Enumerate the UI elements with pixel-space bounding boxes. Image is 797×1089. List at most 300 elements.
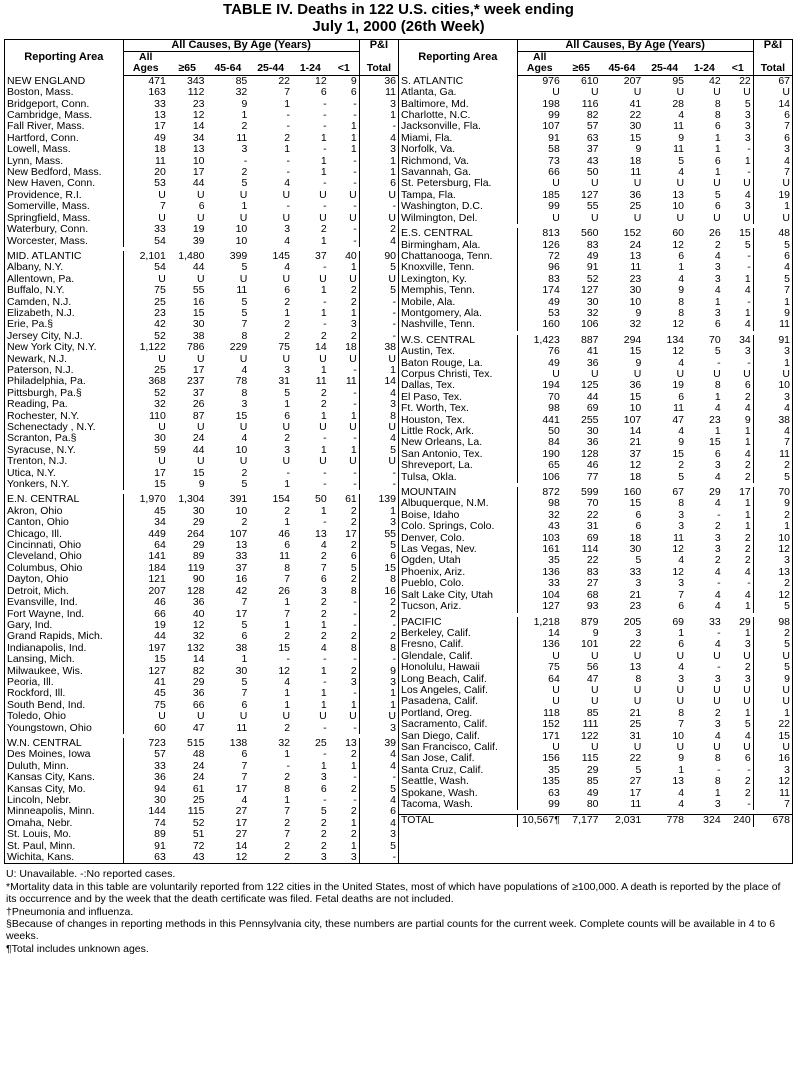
table-row (5, 795, 398, 806)
cell-age-under-1: 1 (744, 521, 751, 533)
row-area-label: Berkeley, Calif. (401, 627, 471, 639)
cell-age-under-1: U (349, 212, 357, 224)
cell-all-ages: 126 (517, 240, 562, 251)
cell-age-45-64: 11 (236, 132, 248, 144)
cell-age-45-64: 33 (235, 551, 248, 563)
cell-age-65-plus: 69 (586, 403, 599, 415)
cell-age-under-1: 4 (744, 589, 751, 601)
row-area-label: San Diego, Calif. (401, 730, 480, 742)
footnote-reporting-change: §Because of changes in reporting methods in this Pennsylvania city, these numbers are partial counts for the current week. Complete counts will be available in 4 to 6 weeks. (6, 918, 776, 943)
cell-all-ages: 976 (517, 75, 562, 87)
cell-age-25-44: 46 (278, 528, 291, 540)
cell-age-under-1: - (353, 364, 357, 376)
cell-age-1-24: 3 (320, 585, 327, 597)
cell-pi-total: 3 (359, 723, 398, 734)
table-row (5, 818, 398, 829)
table-row (399, 674, 792, 685)
cell-pi-total: 139 (359, 494, 398, 505)
cell-pi-total: 4 (753, 403, 792, 414)
cell-age-under-1: 9 (350, 75, 357, 87)
cell-pi-total: 3 (753, 346, 792, 357)
cell-all-ages: 20 (123, 167, 168, 178)
cell-age-65-plus: 85 (586, 776, 599, 788)
cell-age-65-plus: 610 (581, 75, 599, 87)
cell-age-45-64: 27 (235, 806, 248, 818)
cell-age-45-64: 37 (629, 448, 642, 460)
table-row (399, 601, 792, 612)
cell-age-1-24: 14 (314, 342, 327, 354)
table-row (399, 335, 792, 346)
cell-age-65-plus: U (196, 189, 205, 201)
cell-age-1-24: - (717, 357, 721, 369)
cell-pi-total: 3 (359, 144, 398, 155)
cell-age-1-24: 1 (320, 167, 327, 179)
cell-age-under-1: 2 (744, 460, 751, 472)
cell-age-25-44: 6 (678, 250, 685, 262)
cell-pi-total: 4 (753, 262, 792, 273)
footnote-total-unknown: ¶Total includes unknown ages. (6, 942, 149, 955)
cell-age-25-44: 4 (678, 426, 685, 437)
cell-age-under-1: 1 (744, 437, 751, 449)
cell-all-ages: 42 (123, 319, 168, 330)
cell-all-ages: 813 (517, 228, 562, 239)
table-row (5, 574, 398, 585)
row-area-label: Salt Lake City, Utah (401, 589, 494, 601)
cell-all-ages: 34 (123, 517, 168, 528)
cell-age-45-64: U (633, 741, 642, 753)
cell-age-65-plus: 22 (586, 555, 599, 567)
row-area-label: Peoria, Ill. (7, 676, 54, 688)
cell-age-65-plus: 30 (586, 426, 599, 437)
cell-pi-total: 1 (359, 156, 398, 167)
table-row (5, 99, 398, 110)
row-area-label: Boston, Mass. (7, 87, 74, 99)
cell-age-25-44: - (286, 121, 291, 133)
cell-age-25-44: 2 (284, 330, 291, 342)
cell-age-45-64: 3 (241, 144, 248, 156)
cell-age-1-24: - (717, 578, 721, 590)
row-area-label: Ogden, Utah (401, 555, 461, 567)
cell-pi-total: 14 (359, 376, 398, 387)
table-row (399, 742, 792, 753)
cell-age-under-1: 15 (739, 228, 751, 240)
cell-age-65-plus: 87 (192, 410, 205, 422)
cell-age-45-64: 31 (629, 730, 642, 742)
table-row (399, 696, 792, 707)
row-area-label: Lansing, Mich. (7, 654, 75, 666)
row-area-label: Gary, Ind. (7, 619, 53, 631)
cell-age-1-24: 2 (320, 631, 327, 643)
cell-age-1-24: U (713, 178, 721, 190)
cell-all-ages: U (517, 696, 562, 707)
table-row (399, 251, 792, 262)
title-line-2: July 1, 2000 (26th Week) (312, 17, 485, 35)
age-1-24-header: 1-24 (686, 52, 723, 76)
cell-age-45-64: 4 (241, 364, 248, 376)
cell-age-65-plus: 82 (192, 665, 205, 677)
cell-pi-total: 1 (753, 708, 792, 719)
cell-pi-total: 12 (753, 776, 792, 787)
cell-age-25-44: 95 (672, 75, 685, 87)
cell-age-45-64: 38 (235, 642, 248, 654)
cell-age-65-plus: 55 (586, 201, 599, 213)
cell-age-under-1: 3 (744, 201, 751, 213)
cell-age-45-64: 3 (635, 627, 642, 639)
cell-age-45-64: 107 (229, 528, 248, 540)
deaths-table-right (399, 40, 792, 827)
cell-age-under-1: 61 (345, 494, 357, 506)
cell-age-65-plus: 264 (187, 528, 205, 540)
cell-age-under-1: U (743, 684, 751, 696)
cell-age-25-44: U (676, 212, 685, 224)
cell-age-25-44: 67 (672, 487, 685, 499)
cell-age-25-44: 3 (284, 364, 291, 376)
cell-age-under-1: 6 (350, 87, 357, 99)
cell-all-ages: 33 (123, 99, 168, 110)
row-area-label: Kansas City, Mo. (7, 783, 86, 795)
cell-age-65-plus: 52 (586, 273, 599, 285)
cell-age-under-1: - (353, 178, 357, 190)
table-row (5, 597, 398, 608)
cell-age-under-1: - (747, 296, 751, 308)
cell-all-ages: 73 (517, 156, 562, 167)
row-area-label: Albany, N.Y. (7, 262, 64, 274)
cell-age-25-44: 1 (284, 399, 291, 411)
cell-age-under-1: 1 (744, 273, 751, 285)
table-row (5, 167, 398, 178)
cell-age-1-24: - (717, 509, 721, 521)
cell-age-1-24: 33 (708, 616, 721, 628)
cell-age-45-64: 22 (629, 110, 642, 122)
cell-age-65-plus: 122 (581, 730, 599, 742)
cell-pi-total: 5 (753, 472, 792, 483)
table-row (399, 776, 792, 787)
row-area-label: Somerville, Mass. (7, 201, 90, 213)
cell-all-ages: 59 (123, 445, 168, 456)
cell-age-45-64: 21 (629, 589, 642, 601)
row-area-label: Philadelphia, Pa. (7, 376, 86, 388)
cell-age-under-1: U (743, 87, 751, 99)
cell-age-45-64: 42 (235, 585, 248, 597)
row-area-label: Baltimore, Md. (401, 98, 469, 110)
row-area-label: Colo. Springs, Colo. (401, 521, 495, 533)
cell-pi-total: 5 (753, 639, 792, 650)
cell-age-45-64: 9 (635, 307, 642, 319)
table-row (5, 723, 398, 734)
cell-all-ages: 45 (123, 688, 168, 699)
cell-age-65-plus: 30 (192, 505, 205, 517)
cell-age-45-64: 15 (629, 391, 642, 403)
cell-all-ages: 74 (123, 818, 168, 829)
cell-age-1-24: 1 (320, 307, 327, 319)
cell-age-65-plus: 37 (586, 144, 599, 156)
cell-all-ages: 66 (517, 167, 562, 178)
cell-pi-total: 11 (753, 319, 792, 330)
cell-pi-total: 7 (753, 167, 792, 178)
cell-age-65-plus: 52 (192, 817, 205, 829)
age-1-24-header: 1-24 (292, 52, 329, 76)
cell-age-45-64: 10 (235, 505, 248, 517)
cell-age-25-44: 4 (678, 167, 685, 179)
cell-age-65-plus: 34 (192, 132, 205, 144)
cell-age-45-64: 10 (629, 403, 642, 415)
row-area-label: Miami, Fla. (401, 132, 453, 144)
table-row (5, 319, 398, 330)
row-area-label: Fall River, Mass. (7, 121, 85, 133)
cell-pi-total: 15 (359, 563, 398, 574)
cell-all-ages: 185 (517, 190, 562, 201)
row-area-label: Ft. Worth, Tex. (401, 403, 469, 415)
cell-age-25-44: 2 (284, 296, 291, 308)
cell-age-45-64: 6 (241, 699, 248, 711)
table-row (399, 369, 792, 380)
cell-age-65-plus: U (196, 422, 205, 433)
table-row (5, 517, 398, 528)
cell-age-1-24: - (323, 98, 327, 110)
cell-pi-total: 7 (753, 285, 792, 296)
row-area-label: San Francisco, Calif. (401, 741, 498, 753)
cell-all-ages: 99 (517, 201, 562, 212)
row-area-label: Cambridge, Mass. (7, 110, 93, 122)
cell-all-ages: 70 (517, 392, 562, 403)
cell-age-45-64: 6 (635, 509, 642, 521)
cell-age-under-1: 5 (350, 562, 357, 574)
cell-all-ages: 19 (123, 620, 168, 631)
cell-age-25-44: 22 (278, 75, 291, 87)
footnotes (6, 868, 791, 955)
cell-age-25-44: U (676, 178, 685, 190)
cell-age-under-1: 1 (350, 817, 357, 829)
cell-age-65-plus: 115 (581, 753, 599, 765)
cell-all-ages: 14 (517, 628, 562, 639)
cell-age-45-64: 15 (629, 498, 642, 510)
cell-age-65-plus: 114 (581, 544, 599, 556)
table-row (5, 468, 398, 479)
cell-age-25-44: 7 (678, 589, 685, 601)
cell-all-ages: 449 (123, 529, 168, 540)
cell-age-under-1: - (353, 479, 357, 491)
cell-age-25-44: 145 (272, 250, 291, 262)
cell-age-under-1: 1 (744, 707, 751, 719)
cell-age-25-44: U (676, 87, 685, 99)
cell-age-45-64: 5 (241, 262, 248, 274)
table-row (399, 719, 792, 730)
cell-pi-total: 5 (359, 445, 398, 456)
cell-age-65-plus: 24 (192, 772, 205, 784)
cell-pi-total: 3 (359, 399, 398, 410)
cell-age-1-24: 8 (714, 110, 721, 122)
cell-age-45-64: U (633, 696, 642, 708)
row-area-label: Seattle, Wash. (401, 776, 469, 788)
cell-age-45-64: 7 (241, 597, 248, 609)
table-row (399, 567, 792, 578)
cell-all-ages: 75 (517, 662, 562, 673)
row-area-label: Syracuse, N.Y. (7, 444, 76, 456)
cell-age-1-24: 2 (320, 399, 327, 411)
cell-age-45-64: 23 (629, 273, 642, 285)
cell-pi-total: U (753, 742, 792, 753)
cell-age-45-64: 152 (623, 228, 642, 240)
table-row (5, 224, 398, 235)
cell-age-under-1: U (349, 353, 357, 365)
cell-age-under-1: 3 (744, 132, 751, 144)
cell-age-45-64: 15 (235, 410, 248, 422)
row-area-label: Sacramento, Calif. (401, 719, 488, 731)
cell-age-45-64: 30 (629, 121, 642, 133)
cell-age-25-44: 7 (284, 87, 291, 99)
cell-age-65-plus: 37 (192, 387, 205, 399)
cell-age-1-24: 3 (714, 460, 721, 472)
cell-pi-total: 3 (359, 517, 398, 528)
cell-age-45-64: 1 (241, 110, 248, 122)
cell-age-25-44: 6 (678, 391, 685, 403)
pi-total-header-1: P&I (753, 40, 792, 52)
cell-age-1-24: - (323, 319, 327, 331)
cell-age-25-44: 12 (672, 346, 685, 358)
cell-age-25-44: 15 (672, 448, 685, 460)
cell-pi-total: 1 (753, 201, 792, 212)
cell-age-under-1: 1 (350, 444, 357, 456)
cell-age-25-44: 2 (284, 840, 291, 852)
cell-pi-total: 14 (753, 99, 792, 110)
cell-age-25-44: 1 (284, 699, 291, 711)
cell-age-45-64: 10 (235, 224, 248, 236)
cell-age-45-64: 11 (630, 799, 642, 810)
cell-age-under-1: - (353, 387, 357, 399)
cell-age-1-24: - (323, 722, 327, 734)
reporting-area-header: Reporting Area (418, 50, 498, 63)
cell-all-ages: 1,970 (123, 494, 168, 505)
cell-age-under-1: 17 (345, 528, 357, 540)
cell-age-1-24: U (713, 368, 721, 380)
cell-age-under-1: 4 (744, 319, 751, 331)
cell-age-1-24: 12 (314, 75, 327, 87)
cell-pi-total: 2 (359, 224, 398, 235)
row-area-label: Atlanta, Ga. (401, 87, 457, 99)
age-45-64-header: 45-64 (601, 52, 644, 76)
cell-age-25-44: 1 (284, 795, 291, 806)
cell-all-ages: 65 (517, 460, 562, 471)
cell-age-1-24: 3 (714, 544, 721, 556)
cell-all-ages: 23 (123, 308, 168, 319)
table-row (399, 498, 792, 509)
cell-all-ages: 54 (123, 236, 168, 247)
row-area-label: Scranton, Pa.§ (7, 433, 77, 445)
cell-age-65-plus: 93 (586, 601, 599, 613)
cell-all-ages: 141 (123, 551, 168, 562)
table-row (5, 411, 398, 422)
cell-age-65-plus: U (196, 212, 205, 224)
row-area-label: New Orleans, La. (401, 437, 483, 449)
cell-pi-total: 11 (753, 788, 792, 799)
cell-age-under-1: 1 (744, 426, 751, 437)
cell-age-under-1: 1 (744, 155, 751, 167)
cell-age-25-44: 4 (678, 357, 685, 369)
cell-age-under-1: U (349, 273, 357, 285)
cell-age-under-1: 1 (350, 262, 357, 274)
cell-all-ages: 33 (123, 761, 168, 772)
cell-pi-total: 1 (359, 700, 398, 711)
row-area-label: Grand Rapids, Mich. (7, 631, 103, 643)
pi-total-header-2: Total (753, 52, 792, 76)
cell-age-25-44: 4 (678, 787, 685, 799)
cell-age-under-1: U (349, 711, 357, 723)
row-area-label: Providence, R.I. (7, 189, 82, 201)
cell-all-ages: 32 (123, 399, 168, 410)
table-row (399, 472, 792, 483)
row-area-label: E.S. CENTRAL (401, 228, 473, 240)
cell-pi-total: 3 (359, 829, 398, 840)
table-row (399, 753, 792, 764)
cell-age-45-64: 13 (629, 250, 642, 262)
cell-age-45-64: 7 (241, 319, 248, 331)
cell-pi-total: 6 (753, 133, 792, 144)
table-row (399, 178, 792, 189)
cell-age-25-44: 1 (678, 764, 685, 776)
cell-all-ages: 15 (123, 654, 168, 665)
row-area-label: New York City, N.Y. (7, 342, 97, 354)
cell-age-1-24: 26 (708, 228, 721, 240)
cell-pi-total: 55 (359, 529, 398, 540)
all-causes-header: All Causes, By Age (Years) (517, 40, 753, 52)
row-area-label: Columbus, Ohio (7, 562, 83, 574)
cell-age-under-1: 1 (350, 840, 357, 852)
cell-age-45-64: U (633, 178, 642, 190)
cell-all-ages: 66 (123, 609, 168, 620)
cell-age-65-plus: 106 (581, 319, 599, 331)
cell-age-1-24: 4 (714, 498, 721, 510)
cell-age-1-24: 2 (320, 387, 327, 399)
cell-age-25-44: 15 (278, 642, 291, 654)
cell-age-65-plus: 9 (592, 627, 599, 639)
cell-age-under-1: - (747, 144, 751, 156)
row-area-label: St. Louis, Mo. (7, 829, 72, 841)
cell-age-65-plus: 83 (586, 566, 599, 578)
cell-age-45-64: 391 (229, 494, 248, 506)
cell-age-25-44: 4 (678, 110, 685, 122)
row-area-label: Toledo, Ohio (7, 711, 66, 723)
cell-age-under-1: 8 (350, 642, 357, 654)
cell-pi-total: 4 (753, 426, 792, 437)
cell-pi-total: 11 (359, 87, 398, 98)
table-row (5, 666, 398, 677)
row-area-label: Las Vegas, Nev. (401, 544, 477, 556)
cell-age-45-64: 18 (629, 155, 642, 167)
row-area-label: Little Rock, Ark. (401, 426, 474, 437)
cell-age-under-1: 5 (744, 98, 751, 110)
cell-age-45-64: 78 (235, 376, 248, 388)
row-area-label: Jacksonville, Fla. (401, 121, 481, 133)
table-row (5, 365, 398, 376)
row-area-label: Worcester, Mass. (7, 235, 88, 247)
cell-all-ages: 64 (517, 674, 562, 685)
cell-age-1-24: 25 (314, 737, 327, 749)
cell-age-45-64: 25 (629, 719, 642, 731)
cell-age-1-24: 50 (314, 494, 327, 506)
cell-all-ages: 2,101 (123, 251, 168, 262)
age-under-1-header: <1 (329, 52, 360, 76)
cell-age-1-24: 4 (714, 471, 721, 483)
right-table-body (399, 75, 792, 827)
cell-age-1-24: 6 (320, 783, 327, 795)
row-area-label: Long Beach, Calif. (401, 673, 487, 685)
cell-age-1-24: 3 (714, 532, 721, 544)
cell-age-65-plus: 47 (586, 673, 599, 685)
cell-age-45-64: 6 (241, 631, 248, 643)
cell-age-65-plus: 40 (192, 608, 205, 620)
age-65-header: ≥65 (168, 52, 207, 76)
cell-age-25-44: U (676, 684, 685, 696)
